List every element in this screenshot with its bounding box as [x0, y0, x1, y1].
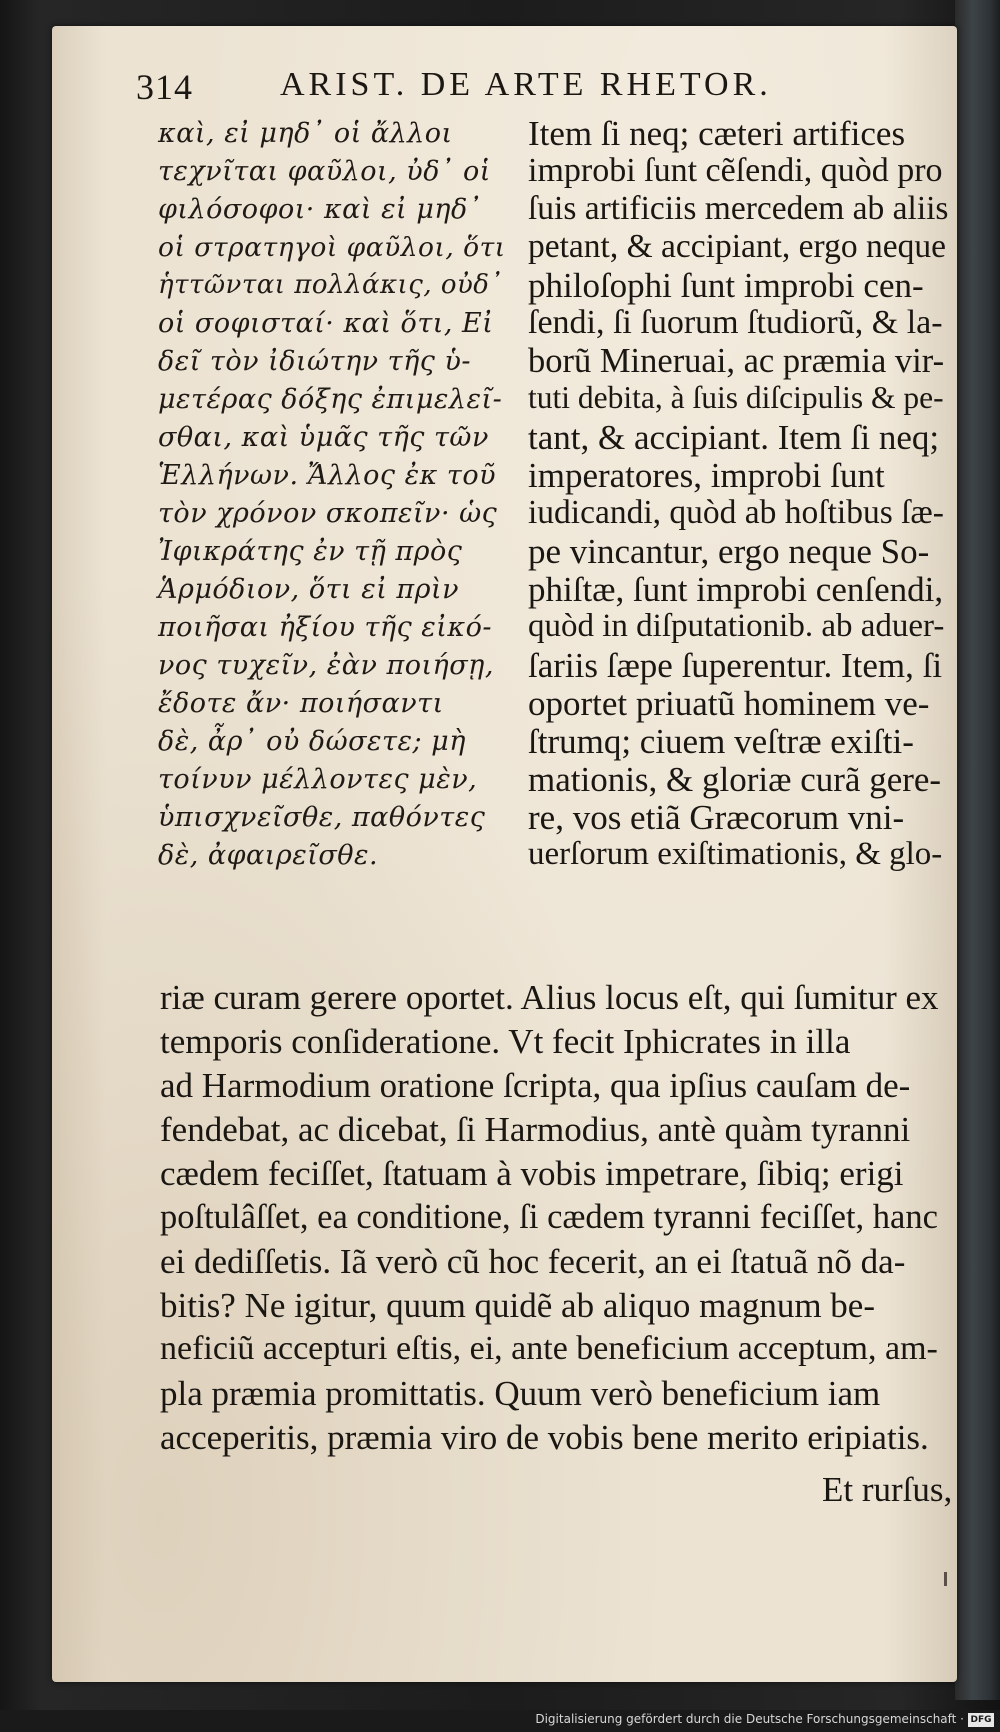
greek-line: Ἰφικράτης ἐν τῇ πρὸς	[158, 536, 463, 567]
latin-line: tant, & accipiant. Item ſi neq;	[528, 418, 940, 457]
page-number: 314	[136, 67, 193, 107]
greek-line: νος τυχεῖν, ἐὰν ποιήσῃ,	[158, 650, 494, 681]
catchword: Et rurſus,	[822, 1470, 953, 1509]
latin-line: cædem feciſſet, ſtatuam à vobis impetrare, ſibiq; erigi	[160, 1154, 904, 1193]
greek-line: ὑπισχνεῖσθε, παθόντες	[158, 802, 486, 833]
latin-line: philoſophi ſunt improbi cen-	[528, 266, 924, 305]
greek-line: δὲ, ἆρ᾽ οὐ δώσετε; μὴ	[158, 726, 466, 757]
latin-line: ſuis artificiis mercedem ab aliis	[528, 190, 949, 227]
latin-line: re, vos etiã Græcorum vni-	[528, 798, 905, 837]
greek-line: φιλόσοφοι· καὶ εἰ μηδ᾽	[158, 194, 482, 225]
book-edge	[955, 0, 1000, 1700]
latin-line: neficiũ accepturi eſtis, ei, ante beneficium acceptum, am-	[160, 1330, 938, 1367]
digitization-credit: Digitalisierung gefördert durch die Deutsche Forschungsgemeinschaft ·	[535, 1712, 964, 1726]
greek-line: ποιῆσαι ἠξίου τῆς εἰκό-	[158, 612, 492, 643]
greek-line: δεῖ τὸν ἰδιώτην τῆς ὑ-	[158, 346, 472, 377]
latin-line: phiſtæ, ſunt improbi cenſendi,	[528, 570, 944, 609]
dfg-logo: DFG	[968, 1713, 994, 1727]
latin-line: ſariis ſæpe ſuperentur. Item, ſi	[528, 646, 943, 685]
latin-line: bitis? Ne igitur, quum quidẽ ab aliquo magnum be-	[160, 1286, 875, 1325]
latin-line: poſtulâſſet, ea conditione, ſi cædem tyranni feciſſet, hanc	[160, 1198, 938, 1236]
greek-line: τεχνῖται φαῦλοι, ὐδ᾽ οἱ	[158, 156, 491, 187]
greek-line: μετέρας δόξης ἐπιμελεῖ-	[158, 384, 503, 415]
running-head: ARIST. DE ARTE RHETOR.	[280, 66, 772, 103]
greek-line: Ἑλλήνων. Ἄλλος ἐκ τοῦ	[158, 460, 497, 491]
latin-line: Item ſi neq; cæteri artifices	[528, 114, 906, 153]
greek-line: τὸν χρόνον σκοπεῖν· ὡς	[158, 498, 498, 529]
latin-line: ſendi, ſi ſuorum ſtudiorũ, & la-	[528, 304, 943, 341]
latin-line: imperatores, improbi ſunt	[528, 456, 885, 495]
greek-line: ἔδοτε ἄν· ποιήσαντι	[158, 688, 444, 719]
latin-line: oportet priuatũ hominem ve-	[528, 684, 930, 723]
latin-line: borũ Mineruai, ac præmia vir-	[528, 342, 945, 380]
latin-line: riæ curam gerere oportet. Alius locus eſt, qui ſumitur ex	[160, 978, 939, 1017]
latin-line: mationis, & gloriæ curã gere-	[528, 760, 942, 799]
latin-line: acceperitis, præmia viro de vobis bene merito eripiatis.	[160, 1418, 929, 1457]
greek-line: Ἁρμόδιον, ὅτι εἰ πρὶν	[158, 574, 459, 605]
greek-line: τοίνυν μέλλοντες μὲν,	[158, 764, 478, 795]
latin-line: quòd in diſputationib. ab aduer-	[528, 608, 945, 644]
latin-line: temporis conſideratione. Vt fecit Iphicrates in illa	[160, 1022, 851, 1061]
page-fleck	[944, 1572, 947, 1586]
greek-line: καὶ, εἰ μηδ᾽ οἱ ἄλλοι	[158, 118, 453, 149]
latin-line: iudicandi, quòd ab hoſtibus ſæ-	[528, 494, 944, 531]
latin-line: ad Harmodium oratione ſcripta, qua ipſius cauſam de-	[160, 1066, 911, 1105]
latin-line: improbi ſunt cẽſendi, quòd pro	[528, 152, 943, 189]
latin-line: pla præmia promittatis. Quum verò beneficium iam	[160, 1374, 881, 1413]
greek-line: σθαι, καὶ ὑμᾶς τῆς τῶν	[158, 422, 489, 453]
latin-line: fendebat, ac dicebat, ſi Harmodius, antè quàm tyranni	[160, 1110, 911, 1149]
latin-line: tuti debita, à ſuis diſcipulis & pe-	[528, 380, 944, 415]
latin-line: petant, & accipiant, ergo neque	[528, 228, 946, 265]
greek-line: οἱ στρατηγοὶ φαῦλοι, ὅτι	[158, 232, 506, 263]
latin-line: ſtrumq; ciuem veſtræ exiſti-	[528, 722, 914, 761]
greek-line: δὲ, ἀφαιρεῖσθε.	[158, 840, 379, 871]
latin-line: pe vincantur, ergo neque So-	[528, 532, 930, 571]
latin-line: uerſorum exiſtimationis, & glo-	[528, 836, 943, 872]
greek-line: ἡττῶνται πολλάκις, οὐδ᾽	[158, 270, 503, 300]
greek-line: οἱ σοφισταί· καὶ ὅτι, Εἰ	[158, 308, 494, 339]
latin-line: ei dediſſetis. Iã verò cũ hoc fecerit, an ei ſtatuã nõ da-	[160, 1242, 906, 1281]
